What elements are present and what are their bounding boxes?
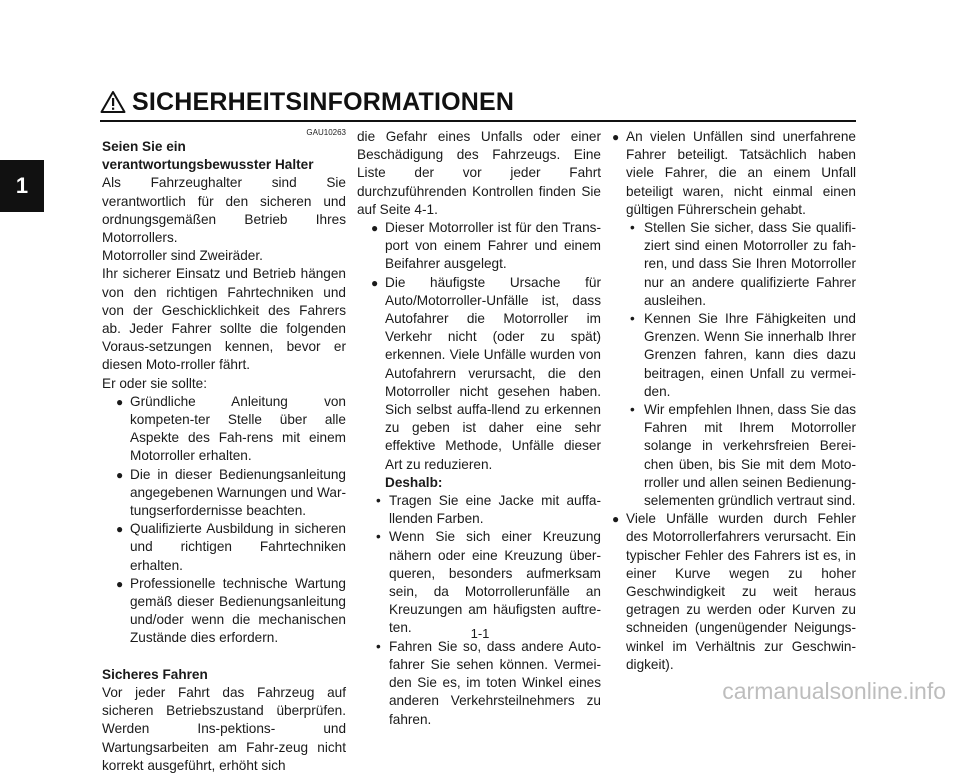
section-title: SICHERHEITSINFORMATIONEN [132, 87, 515, 116]
bullet-item: ● Qualifizierte Ausbildung in sicheren und richtigen Fahrtechniken erhalten. [116, 520, 346, 575]
section-header [100, 86, 514, 118]
bullet-item: ● An vielen Unfällen sind unerfahrene Fahrer beteiligt. Tatsächlich haben viele Fahrer, die an einem Unfall beteiligt waren, nicht einmal einen gültigen Führerschein gehabt. [612, 128, 856, 219]
bullet-item: ● Dieser Motorroller ist für den Trans-port von einem Fahrer und einem Beifahrer ausgelegt. [371, 219, 601, 274]
header-rule [100, 120, 856, 122]
bullet-item: ● Viele Unfälle wurden durch Fehler des Motorrollerfahrers verursacht. Ein typischer Fehler des Fahrers ist es, in einer Kurve wegen zu hoher Geschwindigkeit zu weit heraus getragen zu werden oder Kurven zu schneiden (ungenügender Neigungs-winkel im Verhältnis zur Geschwin-digkeit). [612, 510, 856, 674]
watermark: carmanualsonline.info [722, 678, 946, 704]
dash-item: • Kennen Sie Ihre Fähigkeiten und Grenzen. Wenn Sie innerhalb Ihrer Grenzen fahren, kann dies dazu beitragen, einen Unfall zu vermei-den. [612, 310, 856, 401]
bullet-item: ● Gründliche Anleitung von kompeten-ter Stelle über alle Aspekte des Fah-rens mit einem Motorroller erhalten. [116, 393, 346, 466]
warning-triangle-icon [100, 90, 126, 114]
paragraph: Er oder sie sollte: [102, 375, 208, 391]
bullet-item: ● Die in dieser Bedienungsanleitung angegebenen Warnungen und War-tungserfordernisse beachten. [116, 466, 346, 521]
paragraph: Motorroller sind Zweiräder. [102, 248, 263, 264]
column-1 [102, 128, 346, 775]
heading-safe-riding: Sicheres Fahren [102, 666, 208, 682]
dash-item: • Wenn Sie sich einer Kreuzung nähern oder eine Kreuzung über-queren, besonders aufmerksam sein, da Motorrollerunfälle an Kreuzungen am häufigsten auftre-ten. [371, 528, 601, 637]
dash-item: • Wir empfehlen Ihnen, dass Sie das Fahren mit Ihrem Motorroller solange in verkehrsfreien Berei-chen üben, bis Sie mit dem Moto-rroller und allen seinen Bedienung-selementen gründlich vertraut sind. [612, 401, 856, 510]
subheading-deshalb: Deshalb: [385, 474, 443, 490]
bullet-item: ● Die häufigste Ursache für Auto/Motorroller-Unfälle ist, dass Autofahrer die Motorroller im Verkehr nicht (oder zu spät) erkennen. Viele Unfälle wurden von Autofahrern verursacht, die den Motorroller nicht gesehen haben. Sich selbst auffa-llend zu erkennen zu geben ist daher eine sehr effektive Methode, Unfälle dieser Art zu reduzieren. [371, 274, 601, 474]
chapter-tab: 1 [0, 160, 44, 212]
doc-code: GAU10263 [306, 128, 346, 137]
dash-item: • Fahren Sie so, dass andere Auto-fahrer Sie sehen können. Vermei-den Sie es, im toten Winkel eines anderen Verkehrsteilnehmers zu fahren. [371, 638, 601, 729]
heading-responsible-owner: Seien Sie ein verantwortungsbewusster Halter [102, 139, 314, 173]
paragraph: die Gefahr eines Unfalls oder einer Beschädigung des Fahrzeugs. Eine Liste der vor jeder Fahrt durchzuführenden Kontrollen finden Sie auf Seite 4-1. [357, 129, 601, 217]
paragraph: Vor jeder Fahrt das Fahrzeug auf sicheren Betriebszustand überprüfen. Werden Ins-pektions- und Wartungsarbeiten am Fahr-zeug nicht korrekt ausgeführt, erhöht sich [102, 684, 346, 773]
paragraph: Als Fahrzeughalter sind Sie verantwortlich für den sicheren und ordnungsgemäßen Betrieb Ihres Motorrollers. [102, 175, 346, 246]
bullet-item: ● Professionelle technische Wartung gemäß dieser Bedienungsanleitung und/oder wenn die mechanischen Zustände dies erfordern. [116, 575, 346, 648]
dash-item: • Tragen Sie eine Jacke mit auffa-llenden Farben. [371, 492, 601, 528]
page-number: 1-1 [470, 626, 490, 641]
paragraph: Ihr sicherer Einsatz und Betrieb hängen von den richtigen Fahrtechniken und von der Geschicklichkeit des Fahrers ab. Jeder Fahrer sollte die folgenden Voraus-setzungen kennen, bevor er diesen Moto-rroller fährt. [102, 266, 346, 373]
dash-item: • Stellen Sie sicher, dass Sie qualifi-ziert sind einen Motorroller zu fah-ren, und dass Sie Ihren Motorroller nur an andere qualifizierte Fahrer ausleihen. [612, 219, 856, 310]
column-3 [612, 128, 856, 674]
